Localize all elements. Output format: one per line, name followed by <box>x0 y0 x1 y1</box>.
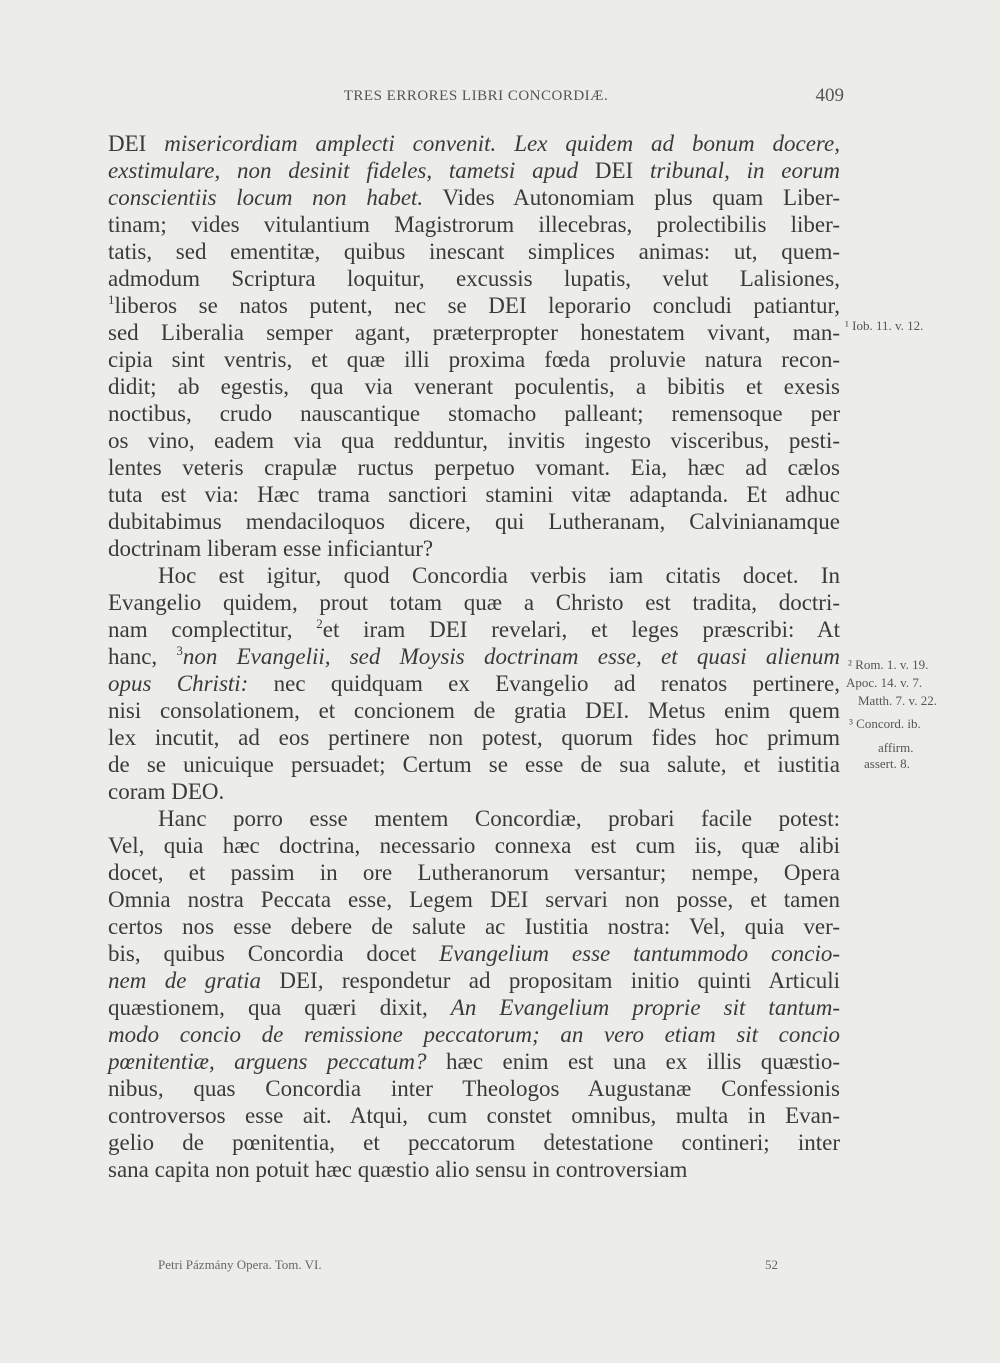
text-line: doctrinam liberam esse inficiantur? <box>108 536 434 561</box>
text-line: bis, quibus Concordia docet Evangelium esse tantummodo concio- <box>108 941 840 966</box>
body-text <box>108 130 840 1183</box>
text-line: certos nos esse debere de salute ac Iustitia nostra: Vel, quia ver- <box>108 914 840 939</box>
text-line: $^1$liberos se natos putent, nec se DEI leporario concludi patiantur, <box>108 292 840 318</box>
signature-mark: 52 <box>765 1257 778 1272</box>
text-line: gelio de pœnitentia, et peccatorum detestatione contineri; inter <box>108 1130 840 1155</box>
text-line: tinam; vides vitulantium Magistrorum illecebras, prolectibilis liber- <box>108 212 840 237</box>
text-line: nam complectitur, $^2$et iram DEI revelari, et leges præscribi: At <box>108 616 840 642</box>
footnote-marker: 3 <box>176 643 183 658</box>
margin-note: ¹ Iob. 11. v. 12. <box>845 318 924 333</box>
text-line: nisi consolationem, et concionem de gratia DEI. Metus enim quem <box>108 698 840 723</box>
text-line: de se unicuique persuadet; Certum se esse de sua salute, et iustitia <box>108 752 840 777</box>
text-line: tuta est via: Hæc trama sanctiori stamini vitæ adaptanda. Et adhuc <box>108 482 840 507</box>
running-header: TRES ERRORES LIBRI CONCORDIÆ. <box>343 88 609 104</box>
text-line: admodum Scriptura loquitur, excussis lupatis, velut Lalisiones, <box>108 266 840 291</box>
text-line: hanc, $^3$non Evangelii, sed Moysis doctrinam esse, et quasi alienum <box>108 643 840 669</box>
text-line: dubitabimus mendaciloquos dicere, qui Lutheranam, Calvinianamque <box>108 509 840 534</box>
text-line: nibus, quas Concordia inter Theologos Augustanæ Confessionis <box>108 1076 840 1101</box>
text-line: sana capita non potuit hæc quæstio alio sensu in controversiam <box>108 1157 688 1182</box>
text-line: tatis, sed ementitæ, quibus inescant simplices animas: ut, quem- <box>108 239 840 264</box>
text-line: nem de gratia DEI, respondetur ad propositam initio quinti Articuli <box>108 968 840 993</box>
text-line: lentes veteris crapulæ ructus perpetuo vomant. Eia, hæc ad cælos <box>108 455 840 480</box>
margin-note: affirm. <box>878 740 914 755</box>
text-line: Vel, quia hæc doctrina, necessario connexa est cum iis, quæ alibi <box>108 833 840 858</box>
margin-note: assert. 8. <box>864 756 910 771</box>
text-line: Hoc est igitur, quod Concordia verbis iam citatis docet. In <box>158 563 840 588</box>
text-line: noctibus, crudo nauscantique stomacho palleant; remensoque per <box>108 401 840 426</box>
margin-note: ³ Concord. ib. <box>849 716 921 731</box>
text-line: Evangelio quidem, prout totam quæ a Christo est tradita, doctri- <box>108 590 840 615</box>
text-line: DEI misericordiam amplecti convenit. Lex quidem ad bonum docere, <box>108 131 840 156</box>
text-line: lex incutit, ad eos pertinere non potest, quorum fides hoc primum <box>108 725 840 750</box>
footnote-marker: 2 <box>316 616 323 631</box>
margin-note: ² Rom. 1. v. 19. <box>848 657 929 672</box>
text-line: os vino, eadem via qua redduntur, invitis ingesto visceribus, pesti- <box>108 428 840 453</box>
text-line: docet, et passim in ore Lutheranorum versantur; nempe, Opera <box>108 860 840 885</box>
text-line: quæstionem, qua quæri dixit, An Evangelium proprie sit tantum- <box>108 995 840 1020</box>
margin-note: Apoc. 14. v. 7. <box>846 675 923 690</box>
text-line: conscientiis locum non habet. Vides Autonomiam plus quam Liber- <box>108 185 840 210</box>
margin-note: Matth. 7. v. 22. <box>858 693 937 708</box>
footer-citation: Petri Pázmány Opera. Tom. VI. <box>158 1257 322 1272</box>
text-line: Hanc porro esse mentem Concordiæ, probari facile potest: <box>158 806 840 831</box>
text-line: coram DEO. <box>108 779 225 804</box>
text-line: pœnitentiæ, arguens peccatum? hæc enim est una ex illis quæstio- <box>108 1049 840 1074</box>
text-line: controversos esse ait. Atqui, cum constet omnibus, multa in Evan- <box>108 1103 840 1128</box>
text-line: exstimulare, non desinit fideles, tametsi apud DEI tribunal, in eorum <box>108 158 841 183</box>
page-number: 409 <box>815 85 844 106</box>
text-line: cipia sint ventris, et quæ illi proxima fœda proluvie natura recon- <box>108 347 840 372</box>
text-line: sed Liberalia semper agant, præterpropter honestatem vivant, man- <box>108 320 840 345</box>
text-line: Omnia nostra Peccata esse, Legem DEI servari non posse, et tamen <box>108 887 840 912</box>
text-line: opus Christi: nec quidquam ex Evangelio ad renatos pertinere, <box>108 671 840 696</box>
text-line: didit; ab egestis, qua via venerant poculentis, a bibitis et exesis <box>108 374 840 399</box>
text-line: modo concio de remissione peccatorum; an vero etiam sit concio <box>108 1022 840 1047</box>
footnote-marker: 1 <box>108 292 115 307</box>
